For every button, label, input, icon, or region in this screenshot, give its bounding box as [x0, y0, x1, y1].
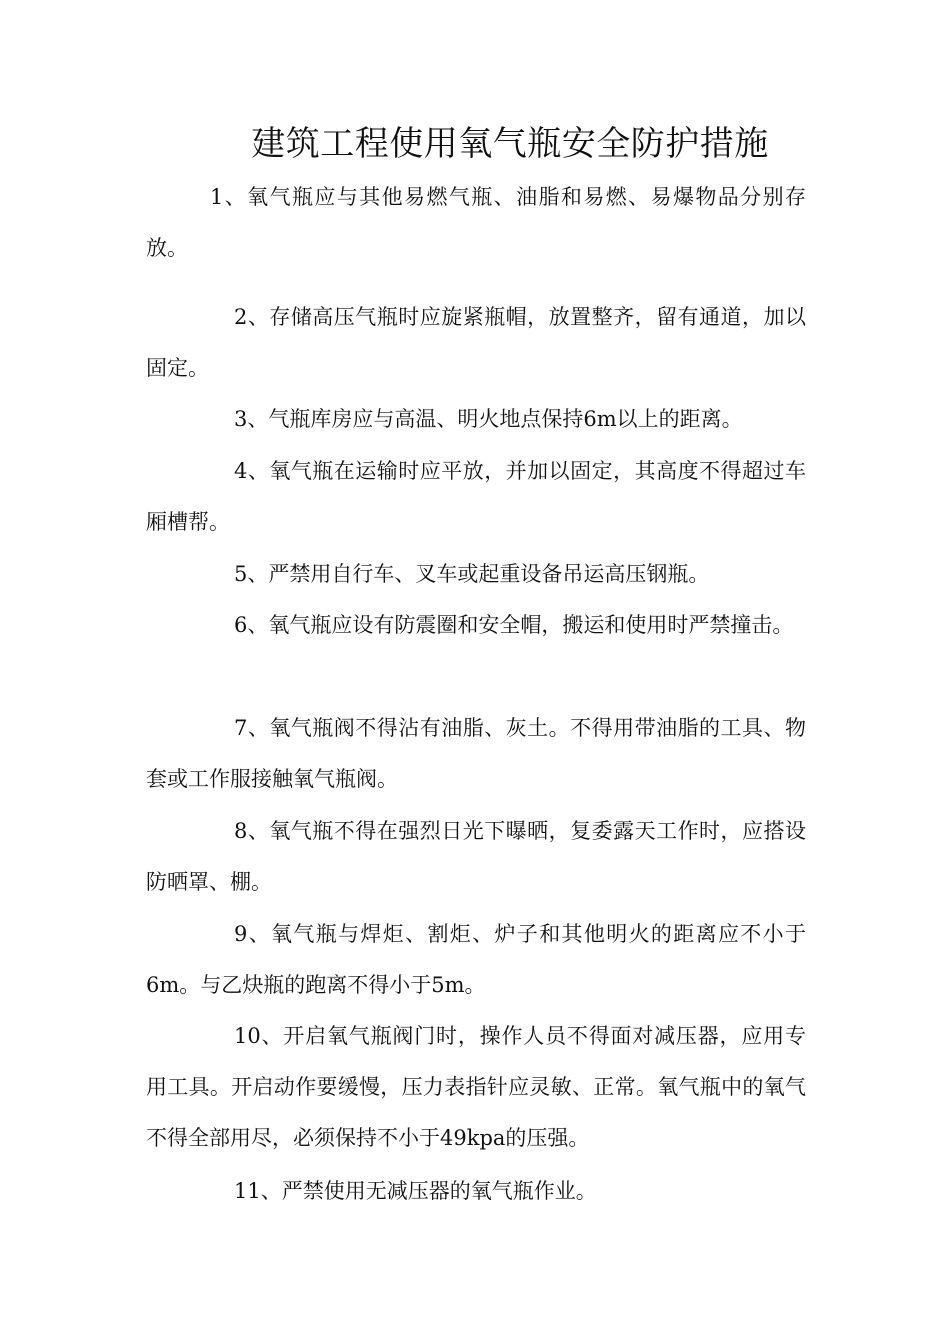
- paragraph-4: 4、氧气瓶在运输时应平放，并加以固定，其高度不得超过车厢槽帮。: [146, 459, 806, 534]
- paragraph-7: 7、氧气瓶阀不得沾有油脂、灰土。不得用带油脂的工具、物套或工作服接触氧气瓶阀。: [146, 716, 806, 791]
- document-title: 建筑工程使用氧气瓶安全防护措施: [251, 124, 769, 164]
- paragraph-5: 5、严禁用自行车、叉车或起重设备吊运高压钢瓶。: [234, 562, 710, 586]
- paragraph-2: 2、存储高压气瓶时应旋紧瓶帽，放置整齐，留有通道，加以固定。: [146, 305, 806, 380]
- paragraph-3: 3、气瓶库房应与高温、明火地点保持6m以上的距离。: [234, 407, 743, 431]
- paragraph-8: 8、氧气瓶不得在强烈日光下曝晒，复委露天工作时，应搭设防晒罩、棚。: [146, 819, 806, 894]
- paragraph-10: 10、开启氧气瓶阀门时，操作人员不得面对减压器，应用专用工具。开启动作要缓慢，压力表指针应灵敏、正常。氧气瓶中的氧气不得全部用尽，必须保持不小于49kpa的压强。: [146, 1024, 806, 1150]
- paragraph-6: 6、氧气瓶应设有防震圈和安全帽，搬运和使用时严禁撞击。: [234, 613, 794, 637]
- paragraph-9: 9、氧气瓶与焊炬、割炬、炉子和其他明火的距离应不小于6m。与乙炔瓶的跑离不得小于5m。: [146, 922, 806, 997]
- paragraph-11: 11、严禁使用无减压器的氧气瓶作业。: [234, 1179, 597, 1203]
- paragraph-1: 1、氧气瓶应与其他易燃气瓶、油脂和易燃、易爆物品分别存放。: [146, 185, 806, 260]
